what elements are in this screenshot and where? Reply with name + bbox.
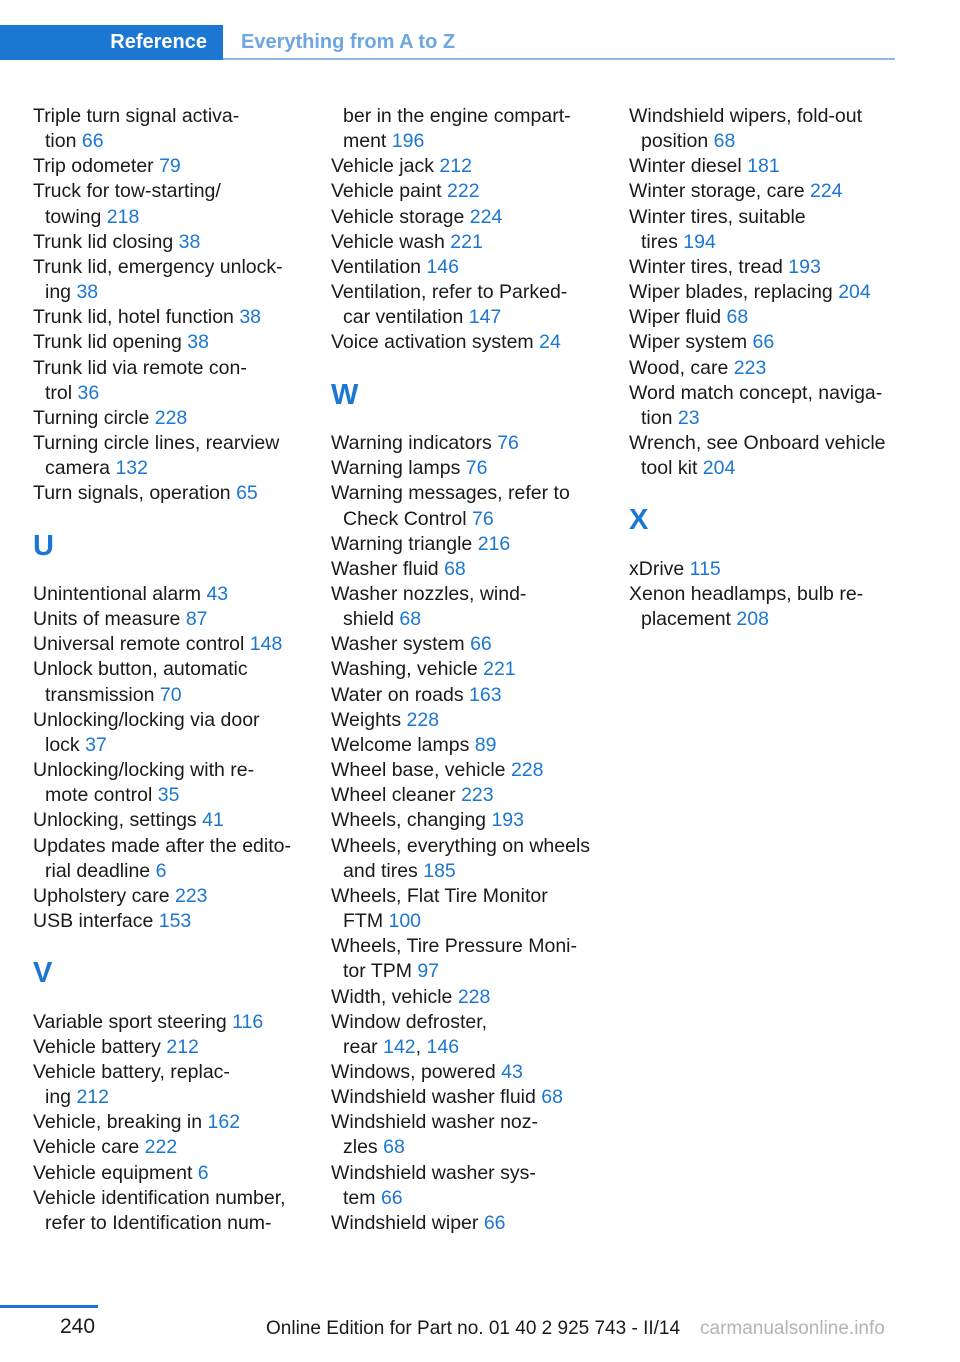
index-entry xyxy=(331,280,601,330)
index-letter-heading: W xyxy=(331,378,359,411)
entry-term: Washer nozzles, wind‐ xyxy=(331,583,527,605)
page-reference-link[interactable]: 76 xyxy=(465,457,488,480)
entry-term: Xenon headlamps, bulb re‐ xyxy=(629,583,864,605)
index-entry xyxy=(33,330,303,355)
index-entry xyxy=(331,179,601,204)
entry-term: Weights xyxy=(331,708,407,731)
index-entry xyxy=(33,884,303,909)
page-reference-link[interactable]: 38 xyxy=(187,331,209,354)
entry-term: Wiper blades, replacing xyxy=(629,281,839,304)
index-entry xyxy=(331,456,601,481)
page-reference-link[interactable]: 68 xyxy=(399,608,422,631)
page-reference-link[interactable]: 97 xyxy=(417,960,440,983)
page-reference-link[interactable]: 181 xyxy=(747,155,780,178)
index-entry xyxy=(331,708,601,733)
page-reference-link[interactable]: 228 xyxy=(510,759,544,782)
entry-term: Unlocking, settings xyxy=(33,809,203,832)
entry-term: Washing, vehicle xyxy=(331,658,484,681)
page-reference-link[interactable]: 76 xyxy=(497,432,519,455)
index-entry xyxy=(629,280,895,305)
index-entry xyxy=(331,632,601,657)
index-entry xyxy=(33,406,303,431)
entry-term: Windshield wipers, fold-out xyxy=(629,105,863,127)
entry-term: Unlock button, automatic xyxy=(33,658,248,681)
index-entry xyxy=(331,758,601,783)
index-entry xyxy=(33,1035,303,1060)
page-reference-link[interactable]: 216 xyxy=(477,532,511,555)
page-reference-link[interactable]: 228 xyxy=(154,406,188,429)
index-entry xyxy=(331,783,601,808)
page-reference-link[interactable]: 204 xyxy=(702,457,736,480)
page-header xyxy=(0,25,895,62)
index-entry xyxy=(331,934,601,984)
footer-rule xyxy=(0,1305,98,1308)
page-reference-link[interactable]: 228 xyxy=(406,708,440,731)
page-reference-link[interactable]: 204 xyxy=(838,281,871,304)
page-reference-link[interactable]: 228 xyxy=(457,985,491,1008)
entry-term: Ventilation xyxy=(331,255,427,278)
entry-term: Welcome lamps xyxy=(331,733,475,756)
page-reference-link[interactable]: 100 xyxy=(388,910,422,933)
index-entry xyxy=(331,985,601,1010)
entry-term: Windshield wiper xyxy=(331,1211,484,1234)
page-reference-link[interactable]: 162 xyxy=(207,1111,241,1134)
page-reference-link[interactable]: 212 xyxy=(439,155,472,178)
page-reference-link[interactable]: 70 xyxy=(159,683,182,706)
header-section-title: Everything from A to Z xyxy=(241,31,456,53)
page-reference-link[interactable]: 6 xyxy=(197,1161,209,1184)
entry-term: xDrive xyxy=(629,557,690,580)
index-entry xyxy=(331,808,601,833)
page-reference-link[interactable]: 218 xyxy=(106,205,140,228)
page-reference-link[interactable]: 146 xyxy=(426,255,459,278)
entry-term: Trunk lid via remote con‐ xyxy=(33,356,247,379)
watermark: carmanualsonline.info xyxy=(700,1318,885,1339)
entry-term: Wheels, everything on wheels xyxy=(331,834,591,857)
index-entry xyxy=(331,1161,601,1211)
index-entry xyxy=(33,607,303,632)
index-column-2 xyxy=(331,104,601,1236)
index-entry xyxy=(33,481,303,506)
index-entry xyxy=(33,632,303,657)
entry-term: Wrench, see Onboard vehicle xyxy=(629,432,886,455)
entry-term: FTM xyxy=(343,910,389,933)
index-entry xyxy=(33,1010,303,1035)
page-reference-link[interactable]: 43 xyxy=(501,1060,523,1083)
entry-term: camera xyxy=(45,457,116,480)
index-entry xyxy=(629,356,895,381)
index-entry xyxy=(331,330,601,355)
entry-term: Windows, powered xyxy=(331,1060,502,1083)
index-entry xyxy=(629,255,895,280)
index-entry xyxy=(33,255,303,305)
index-entry xyxy=(331,582,601,632)
index-entry xyxy=(331,481,601,531)
entry-term: car ventilation xyxy=(343,306,469,329)
index-entry xyxy=(331,1110,601,1160)
entry-term: Vehicle wash xyxy=(331,230,451,253)
index-entry xyxy=(33,909,303,934)
page-reference-link[interactable]: 196 xyxy=(391,130,425,153)
page-reference-link[interactable]: 193 xyxy=(788,255,821,278)
index-entry xyxy=(33,179,303,229)
entry-term: refer to Identification num‐ xyxy=(45,1211,272,1234)
entry-term: position xyxy=(641,130,714,153)
index-entry xyxy=(331,1085,601,1110)
entry-term: Warning indicators xyxy=(331,432,498,455)
page-reference-link[interactable]: 68 xyxy=(726,306,749,329)
index-entry xyxy=(33,230,303,255)
header-tab-reference: Reference xyxy=(0,25,223,60)
entry-term: Washer fluid xyxy=(331,557,445,580)
index-letter-heading: X xyxy=(629,504,649,537)
index-letter-heading: U xyxy=(33,529,54,562)
page-reference-link[interactable]: 116 xyxy=(232,1010,264,1033)
entry-term: ber in the engine compart‐ xyxy=(343,105,571,127)
entry-term: Turning circle xyxy=(33,406,155,429)
page-reference-link[interactable]: 163 xyxy=(469,683,502,706)
index-entry xyxy=(331,884,601,934)
page-reference-link[interactable]: 148 xyxy=(249,633,283,656)
page-reference-link[interactable]: 153 xyxy=(158,910,192,933)
page-reference-link[interactable]: 76 xyxy=(471,507,494,530)
entry-term: Vehicle jack xyxy=(331,155,440,178)
index-entry xyxy=(331,154,601,179)
index-entry xyxy=(629,104,895,154)
entry-term: Trunk lid, emergency unlock‐ xyxy=(33,255,283,278)
page-reference-link[interactable]: 212 xyxy=(76,1086,109,1109)
entry-term: Vehicle, breaking in xyxy=(33,1111,208,1134)
page-reference-link[interactable]: 224 xyxy=(809,180,843,203)
index-entry xyxy=(331,205,601,230)
page-number: 240 xyxy=(60,1315,96,1338)
entry-term: Turning circle lines, rearview xyxy=(33,432,280,455)
entry-term: shield xyxy=(343,608,400,631)
index-column-3 xyxy=(629,104,895,632)
page-reference-link[interactable]: 221 xyxy=(450,230,483,253)
index-entry xyxy=(331,657,601,682)
entry-term: towing xyxy=(45,205,107,228)
page-reference-link[interactable]: 146 xyxy=(426,1035,460,1058)
page-reference-link[interactable]: 38 xyxy=(76,281,99,304)
page-reference-link[interactable]: 193 xyxy=(491,809,524,832)
page-reference-link[interactable]: 223 xyxy=(174,884,208,907)
index-entry xyxy=(33,657,303,707)
page-reference-link[interactable]: 66 xyxy=(81,130,104,153)
index-entry xyxy=(331,1060,601,1085)
entry-term: Trunk lid opening xyxy=(33,331,188,354)
entry-term: Upholstery care xyxy=(33,884,175,907)
page-reference-link[interactable]: 68 xyxy=(444,557,466,580)
index-entry xyxy=(33,305,303,330)
entry-term: Windshield washer sys‐ xyxy=(331,1161,536,1184)
index-entry xyxy=(33,154,303,179)
index-entry xyxy=(629,431,895,481)
entry-term: Word match concept, naviga‐ xyxy=(629,381,883,404)
page-reference-link[interactable]: 222 xyxy=(144,1136,178,1159)
entry-term: Unlocking/locking with re‐ xyxy=(33,759,255,782)
entry-term: Vehicle paint xyxy=(331,180,448,203)
entry-term: USB interface xyxy=(33,910,159,933)
entry-term: Warning lamps xyxy=(331,457,466,480)
entry-term: tool kit xyxy=(641,457,703,480)
entry-term: Winter storage, care xyxy=(629,180,810,203)
index-entry xyxy=(331,104,601,154)
index-entry xyxy=(629,179,895,204)
entry-term: Wheel base, vehicle xyxy=(331,759,511,782)
entry-term: rear xyxy=(343,1035,384,1058)
index-entry xyxy=(629,205,895,255)
entry-term: Winter tires, tread xyxy=(629,255,789,278)
entry-term: Width, vehicle xyxy=(331,985,458,1008)
entry-term: Wiper fluid xyxy=(629,306,727,329)
page-reference-link[interactable]: 79 xyxy=(159,155,181,178)
index-entry xyxy=(331,733,601,758)
entry-term: Vehicle battery xyxy=(33,1035,167,1058)
entry-term: Triple turn signal activa‐ xyxy=(33,105,240,127)
index-entry xyxy=(629,557,895,582)
page-reference-link[interactable]: 65 xyxy=(236,482,258,505)
page-reference-link[interactable]: 223 xyxy=(733,356,767,379)
entry-term: Trip odometer xyxy=(33,155,160,178)
entry-term: tor TPM xyxy=(343,960,418,983)
entry-term: tion xyxy=(641,406,678,429)
header-rule xyxy=(223,58,895,60)
entry-term: ment xyxy=(343,130,392,153)
entry-term: Ventilation, refer to Parked- xyxy=(331,281,568,304)
page-reference-link[interactable]: 185 xyxy=(423,859,456,882)
index-entry xyxy=(33,1186,303,1236)
entry-term: Unlocking/locking via door xyxy=(33,708,260,731)
index-entry xyxy=(33,582,303,607)
page-reference-link[interactable]: 132 xyxy=(115,457,148,480)
index-entry xyxy=(33,1110,303,1135)
page-reference-link[interactable]: 41 xyxy=(202,809,224,832)
index-entry xyxy=(331,834,601,884)
entry-term: Wheels, Tire Pressure Moni‐ xyxy=(331,935,577,958)
entry-term: lock xyxy=(45,733,86,756)
edition-text: Online Edition for Part no. 01 40 2 925 743 - II/14 xyxy=(266,1318,681,1339)
page-reference-link[interactable]: 208 xyxy=(736,608,769,631)
index-entry xyxy=(331,431,601,456)
page-reference-link[interactable]: 37 xyxy=(85,733,107,756)
index-entry xyxy=(33,104,303,154)
page-reference-link[interactable]: 38 xyxy=(239,306,262,329)
page-reference-link[interactable]: 35 xyxy=(157,784,180,807)
index-entry xyxy=(33,834,303,884)
index-entry xyxy=(33,1161,303,1186)
entry-term: Vehicle identification number, xyxy=(33,1186,286,1209)
index-entry xyxy=(33,1060,303,1110)
entry-term: rial deadline xyxy=(45,859,156,882)
entry-term: Windshield washer noz‐ xyxy=(331,1111,539,1134)
entry-term: Wood, care xyxy=(629,356,734,379)
index-entry xyxy=(331,1211,601,1236)
page-reference-link[interactable]: 224 xyxy=(469,205,503,228)
page-reference-link[interactable]: 38 xyxy=(178,230,201,253)
index-entry xyxy=(331,255,601,280)
index-entry xyxy=(331,683,601,708)
index-entry: Window defroster, rear 142, 146 xyxy=(331,1010,488,1058)
index-letter-heading: V xyxy=(33,957,53,990)
entry-term: Winter tires, suitable xyxy=(629,205,806,228)
entry-term: Window defroster, xyxy=(331,1010,488,1033)
page-reference-link[interactable]: 222 xyxy=(447,180,480,203)
page-reference-link[interactable]: 66 xyxy=(380,1186,403,1209)
entry-term: Wheel cleaner xyxy=(331,784,462,807)
entry-term: Trunk lid, hotel function xyxy=(33,306,240,329)
page-reference-link[interactable]: 6 xyxy=(155,859,167,882)
index-entry xyxy=(331,532,601,557)
entry-term: trol xyxy=(45,381,78,404)
entry-term: Turn signals, operation xyxy=(33,482,237,505)
index-column-1 xyxy=(33,104,303,1236)
index-entry xyxy=(33,431,303,481)
entry-term: Variable sport steering xyxy=(33,1010,233,1033)
page-reference-link[interactable]: 68 xyxy=(541,1086,563,1109)
page-reference-link[interactable]: 223 xyxy=(461,784,494,807)
index-entry xyxy=(629,330,895,355)
entry-term: Updates made after the edito‐ xyxy=(33,834,291,857)
index-entry xyxy=(629,582,895,632)
page-reference-link[interactable]: 68 xyxy=(383,1136,405,1159)
entry-term: Wiper system xyxy=(629,331,753,354)
page-reference-link[interactable]: 24 xyxy=(539,331,561,354)
entry-term: Trunk lid closing xyxy=(33,230,179,253)
page-reference-link[interactable]: 36 xyxy=(77,381,100,404)
entry-term: tires xyxy=(641,230,684,253)
entry-term: Check Control xyxy=(343,507,472,530)
entry-term: Universal remote control xyxy=(33,633,250,656)
index-entry xyxy=(331,557,601,582)
index-entry xyxy=(33,356,303,406)
entry-term: mote control xyxy=(45,784,158,807)
index-entry xyxy=(331,230,601,255)
entry-term: Wheels, changing xyxy=(331,809,492,832)
page-reference-link[interactable]: 115 xyxy=(689,557,721,580)
entry-term: Washer system xyxy=(331,633,471,656)
index-entry xyxy=(33,758,303,808)
entry-term: tion xyxy=(45,130,82,153)
page-reference-link[interactable]: 212 xyxy=(166,1035,199,1058)
entry-term: Winter diesel xyxy=(629,155,748,178)
entry-term: Windshield washer fluid xyxy=(331,1086,542,1109)
page-reference-link[interactable]: 68 xyxy=(713,130,736,153)
entry-term: Water on roads xyxy=(331,683,470,706)
index-entry xyxy=(33,708,303,758)
entry-term: Warning triangle xyxy=(331,532,478,555)
entry-term: placement xyxy=(641,608,737,631)
entry-term: Vehicle battery, replac‐ xyxy=(33,1061,230,1083)
page-reference-link[interactable]: 89 xyxy=(474,733,497,756)
entry-term: Voice activation system xyxy=(331,331,540,354)
entry-term: Vehicle equipment xyxy=(33,1161,198,1184)
entry-term: Truck for tow-starting/ xyxy=(33,180,221,203)
entry-term: Unintentional alarm xyxy=(33,583,207,605)
page-reference-link[interactable]: 221 xyxy=(483,658,516,681)
entry-term: transmission xyxy=(45,683,160,706)
index-entry xyxy=(629,381,895,431)
entry-term: tem xyxy=(343,1186,381,1209)
page-reference-link[interactable]: 43 xyxy=(206,583,229,605)
page-reference-link[interactable]: 147 xyxy=(468,306,502,329)
entry-term: Vehicle storage xyxy=(331,205,470,228)
entry-term: ing xyxy=(45,281,77,304)
index-entry xyxy=(33,1135,303,1160)
entry-term: ing xyxy=(45,1086,77,1109)
page-reference-link[interactable]: 66 xyxy=(752,331,775,354)
entry-term: and tires xyxy=(343,859,424,882)
page-reference-link[interactable]: 142 xyxy=(383,1035,416,1058)
index-entry xyxy=(629,305,895,330)
entry-term: Warning messages, refer to xyxy=(331,482,570,505)
index-entry xyxy=(629,154,895,179)
page-reference-link[interactable]: 87 xyxy=(185,608,208,631)
page-reference-link[interactable]: 23 xyxy=(677,406,700,429)
entry-term: zles xyxy=(343,1136,384,1159)
page-reference-link[interactable]: 194 xyxy=(683,230,716,253)
index-entry xyxy=(33,808,303,833)
entry-term: Wheels, Flat Tire Monitor xyxy=(331,884,548,907)
page-reference-link[interactable]: 66 xyxy=(483,1211,506,1234)
entry-term: Units of measure xyxy=(33,608,186,631)
page-reference-link[interactable]: 66 xyxy=(470,633,492,656)
entry-term: Vehicle care xyxy=(33,1136,145,1159)
